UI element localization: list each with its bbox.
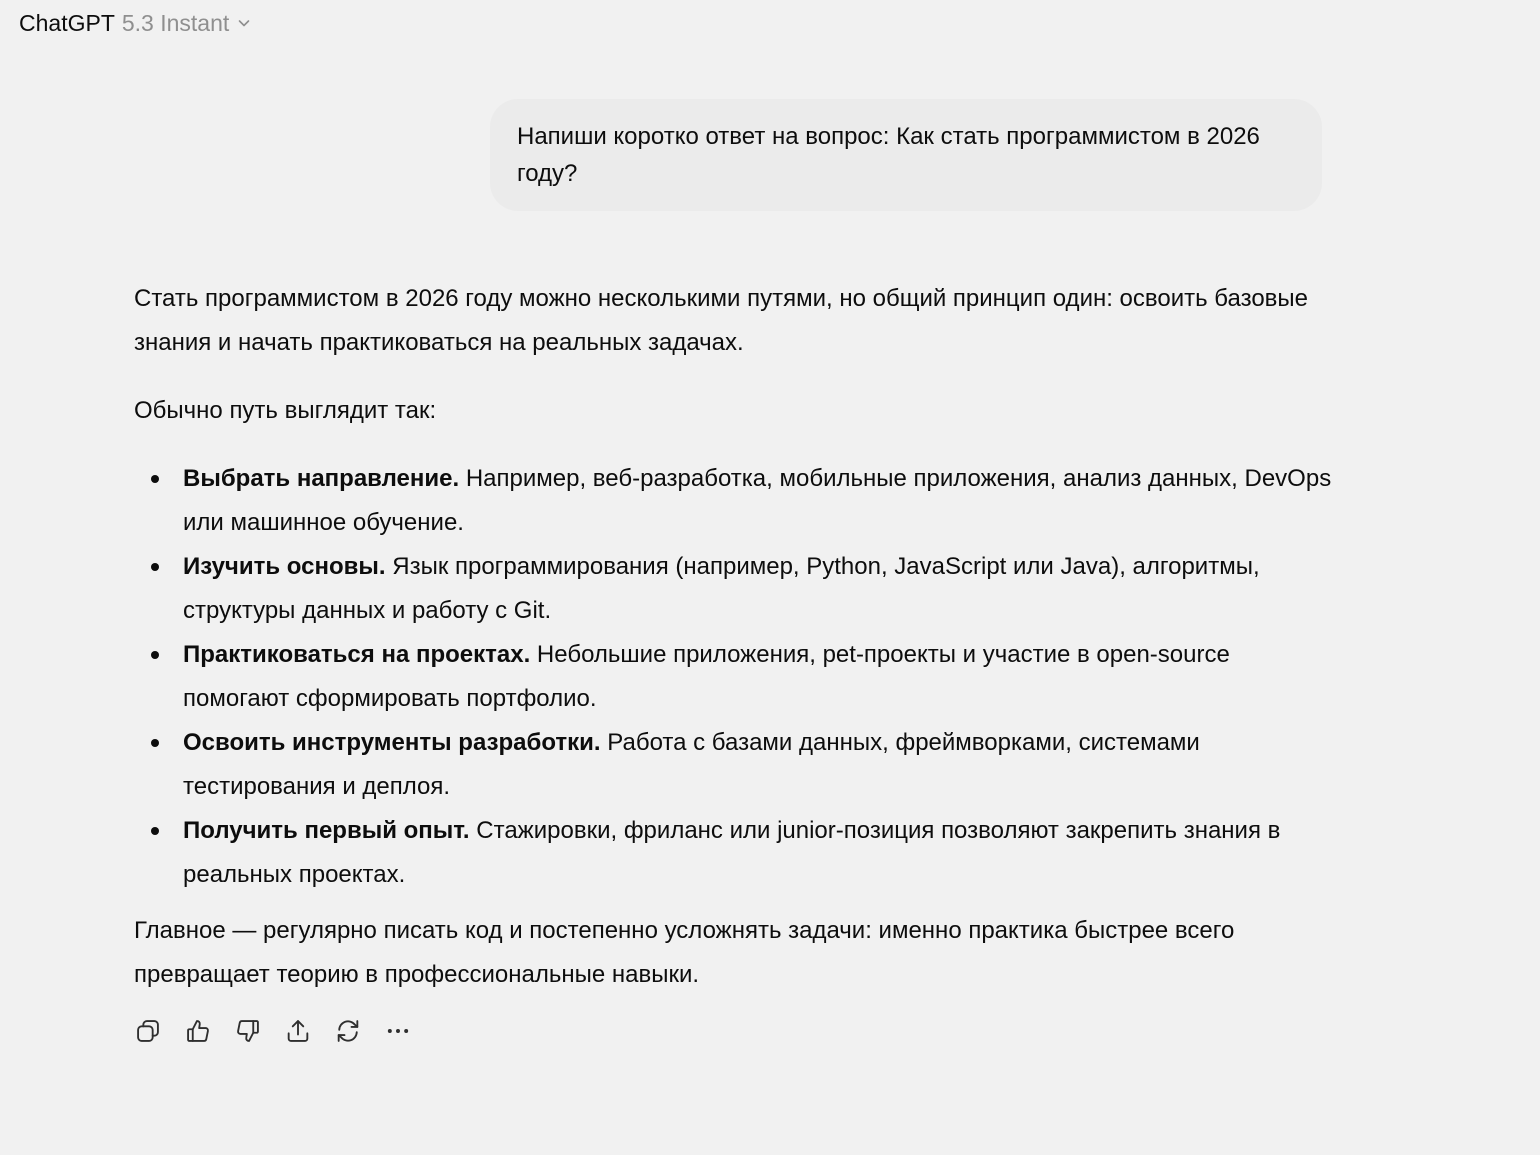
list-item-text: Работа с базами данных, фреймворками, системами тестирования и деплоя.: [183, 729, 1200, 800]
assistant-lead: Обычно путь выглядит так:: [134, 397, 437, 424]
chevron-down-icon: [237, 16, 251, 30]
model-name: 5.3 Instant: [121, 10, 230, 36]
list-item: [134, 545, 1334, 633]
list-item-text: Например, веб-разработка, мобильные приложения, анализ данных, DevOps или машинное обучение.: [183, 465, 1332, 536]
thumbs-up-button[interactable]: [180, 1013, 216, 1049]
message-actions: [130, 1013, 416, 1049]
user-message: [490, 99, 1322, 211]
list-item-title: Получить первый опыт.: [183, 817, 470, 844]
list-item: [134, 721, 1334, 809]
list-item-title: Выбрать направление.: [183, 465, 460, 492]
more-button[interactable]: [380, 1013, 416, 1049]
assistant-intro: Стать программистом в 2026 году можно несколькими путями, но общий принцип один: освоить базовые знания и начать практиковаться на реальных задачах.: [134, 285, 1309, 356]
thumbs-up-icon: [184, 1017, 212, 1045]
copy-button[interactable]: [130, 1013, 166, 1049]
list-item-text: Язык программирования (например, Python, JavaScript или Java), алгоритмы, структуры данных и работу с Git.: [183, 553, 1260, 624]
list-item-title: Освоить инструменты разработки.: [183, 729, 601, 756]
app-name: ChatGPT: [19, 10, 115, 36]
list-item: [134, 809, 1334, 897]
more-icon: [384, 1017, 412, 1045]
list-item-text: Небольшие приложения, pet-проекты и участие в open-source помогают сформировать портфолио.: [183, 641, 1230, 712]
regenerate-button[interactable]: [330, 1013, 366, 1049]
thumbs-down-icon: [234, 1017, 262, 1045]
list-item: [134, 633, 1334, 721]
model-selector[interactable]: [19, 9, 251, 37]
regenerate-icon: [334, 1017, 362, 1045]
share-button[interactable]: [280, 1013, 316, 1049]
assistant-conclusion: Главное — регулярно писать код и постепенно усложнять задачи: именно практика быстрее всего превращает теорию в профессиональные навыки.: [134, 917, 1235, 988]
list-item-title: Практиковаться на проектах.: [183, 641, 531, 668]
steps-list: [134, 457, 1334, 897]
thumbs-down-button[interactable]: [230, 1013, 266, 1049]
user-message-text: Напиши коротко ответ на вопрос: Как стать программистом в 2026 году?: [517, 123, 1260, 187]
list-item-title: Изучить основы.: [183, 553, 386, 580]
list-item-text: Стажировки, фриланс или junior-позиция позволяют закрепить знания в реальных проектах.: [183, 817, 1281, 888]
copy-icon: [134, 1017, 162, 1045]
assistant-message: [134, 277, 1334, 997]
share-icon: [284, 1017, 312, 1045]
list-item: [134, 457, 1334, 545]
